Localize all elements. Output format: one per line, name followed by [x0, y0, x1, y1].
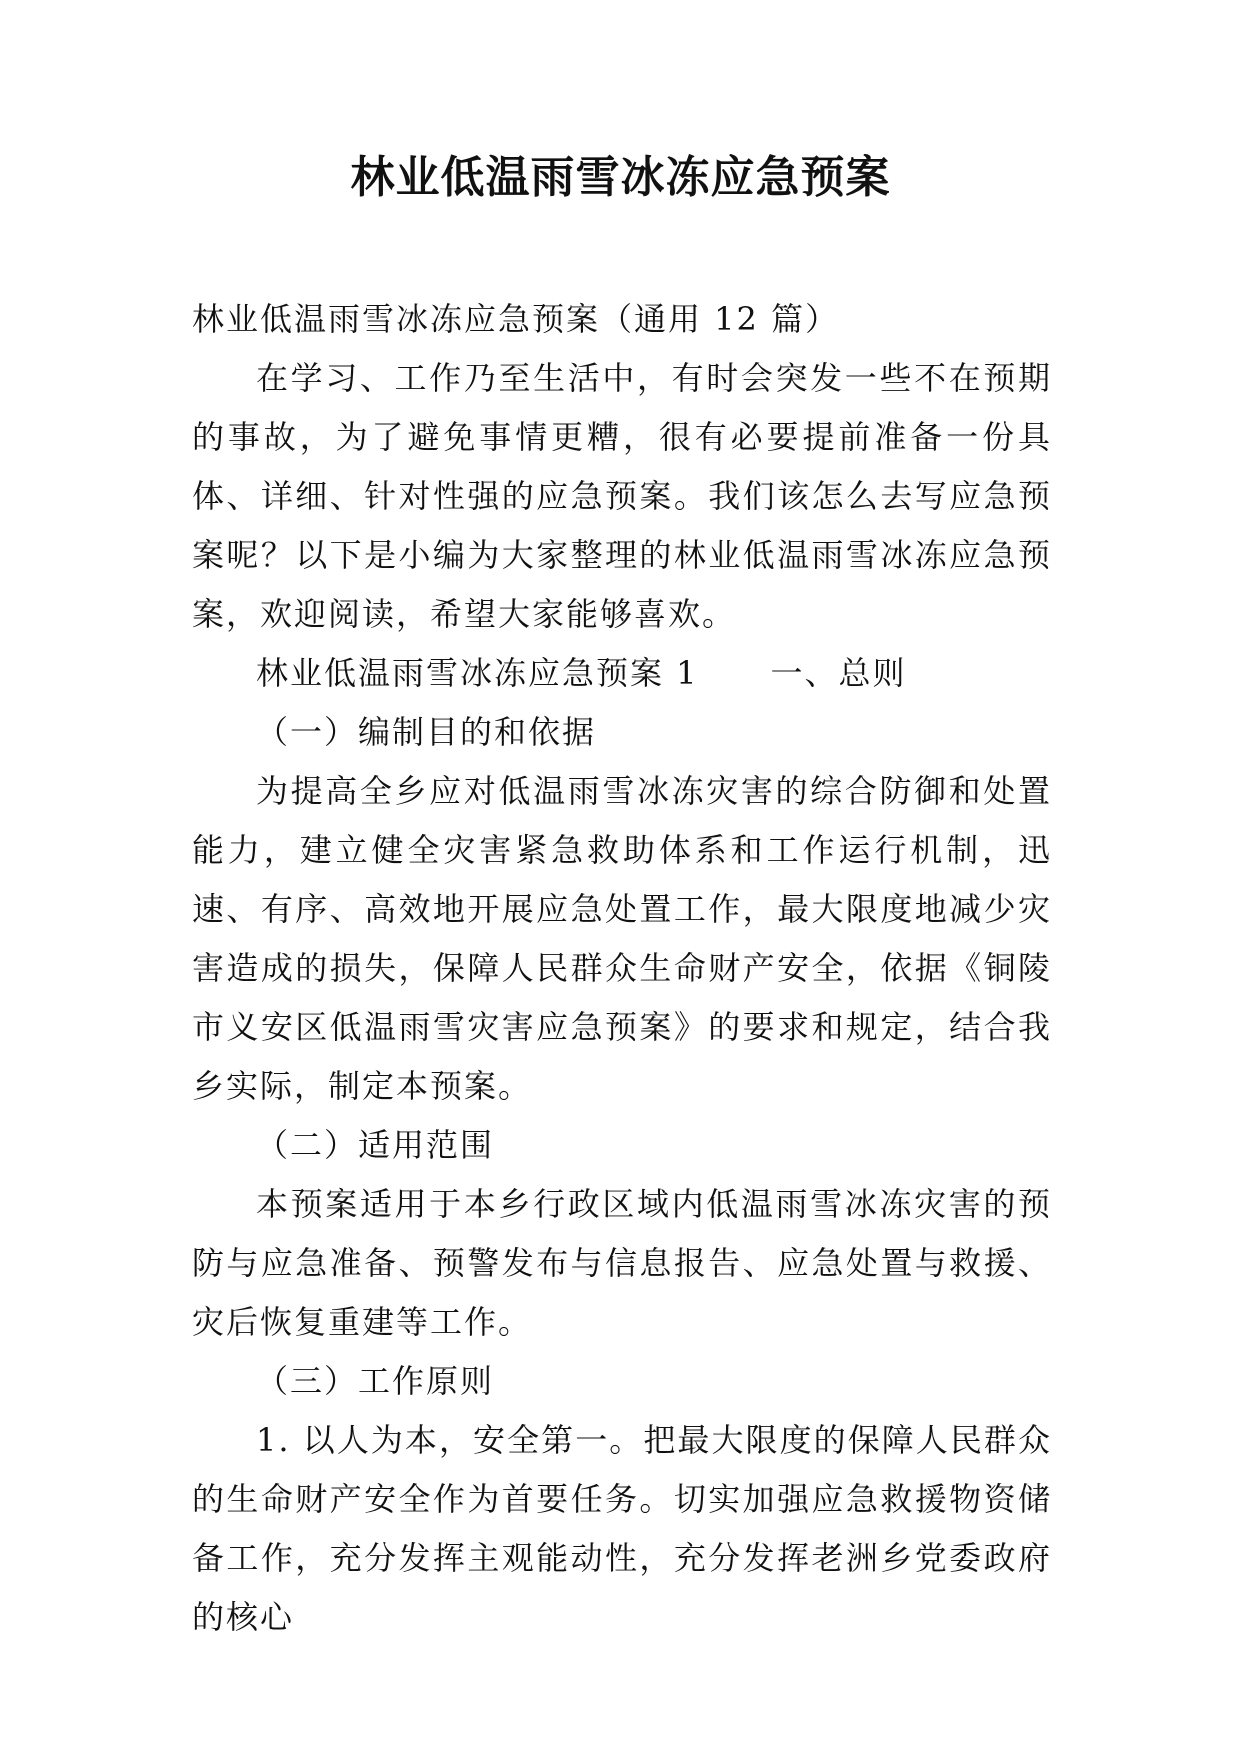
section-1-line: [192, 644, 1052, 703]
subsection-2-heading: （二）适用范围: [256, 1126, 495, 1164]
document-title: 林业低温雨雪冰冻应急预案: [350, 152, 891, 203]
subsection-3-heading: （三）工作原则: [256, 1362, 495, 1400]
section-1-name: 林业低温雨雪冰冻应急预案 1: [256, 654, 699, 692]
subsection-1-paragraph: 为提高全乡应对低温雨雪冰冻灾害的综合防御和处置能力，建立健全灾害紧急救助体系和工作运行机制，迅速、有序、高效地开展应急处置工作，最大限度地减少灾害造成的损失，保障人民群众生命财产安全，依据《铜陵市义安区低温雨雪灾害应急预案》的要求和规定，结合我乡实际，制定本预案。: [192, 772, 1052, 1105]
subsection-1-heading: （一）编制目的和依据: [256, 713, 597, 751]
document-body: [192, 290, 1052, 1647]
document-subtitle: 林业低温雨雪冰冻应急预案（通用 12 篇）: [192, 300, 840, 338]
section-1-heading: 一、总则: [770, 654, 907, 692]
principle-1-paragraph: 1. 以人为本，安全第一。把最大限度的保障人民群众的生命财产安全作为首要任务。切实加强应急救援物资储备工作，充分发挥主观能动性，充分发挥老洲乡党委政府的核心: [192, 1421, 1052, 1636]
subsection-2-paragraph: 本预案适用于本乡行政区域内低温雨雪冰冻灾害的预防与应急准备、预警发布与信息报告、应急处置与救援、灾后恢复重建等工作。: [192, 1185, 1052, 1341]
intro-paragraph: 在学习、工作乃至生活中，有时会突发一些不在预期的事故，为了避免事情更糟，很有必要提前准备一份具体、详细、针对性强的应急预案。我们该怎么去写应急预案呢？以下是小编为大家整理的林业低温雨雪冰冻应急预案，欢迎阅读，希望大家能够喜欢。: [192, 359, 1052, 633]
